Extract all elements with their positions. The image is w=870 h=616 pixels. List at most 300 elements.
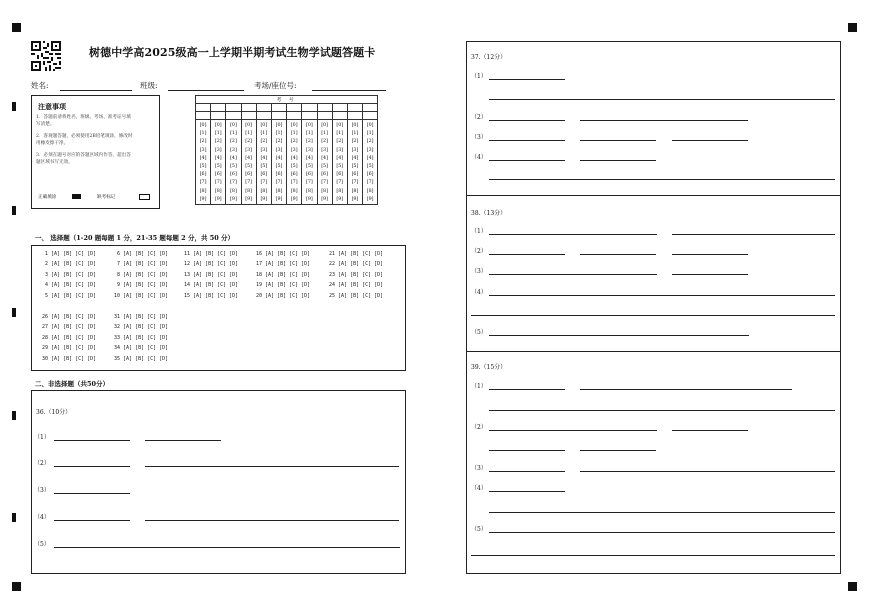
exam-id-bubble[interactable]: [1] xyxy=(321,131,328,137)
exam-id-bubble[interactable]: [3] xyxy=(306,147,313,153)
exam-id-bubble[interactable]: [8] xyxy=(230,188,237,194)
choice-row-q16[interactable] xyxy=(256,251,310,257)
answer-line[interactable] xyxy=(489,491,565,492)
exam-id-write-cell[interactable] xyxy=(226,112,241,120)
exam-id-bubble[interactable]: [4] xyxy=(275,155,283,161)
exam-id-bubble[interactable]: [9] xyxy=(366,196,374,202)
exam-id-bubble[interactable]: [0] xyxy=(245,123,253,128)
answer-line[interactable] xyxy=(145,440,221,441)
exam-id-bubble[interactable]: [1] xyxy=(230,131,237,137)
exam-id-bubble[interactable]: [5] xyxy=(260,164,268,170)
exam-id-bubble[interactable]: [8] xyxy=(199,188,207,194)
exam-id-bubble[interactable]: [6] xyxy=(260,172,268,178)
exam-id-bubble[interactable]: [4] xyxy=(214,155,222,161)
choice-options[interactable]: [A] [B] [C] [D] xyxy=(51,345,97,352)
exam-id-write-cell[interactable] xyxy=(317,104,332,112)
exam-id-bubble[interactable]: [9] xyxy=(275,196,283,202)
exam-id-write-cell[interactable] xyxy=(332,112,347,120)
exam-id-write-cell[interactable] xyxy=(363,112,378,120)
exam-id-bubble[interactable]: [1] xyxy=(260,131,268,137)
choice-row-q12[interactable] xyxy=(184,261,238,267)
answer-line[interactable] xyxy=(580,450,656,451)
answer-line[interactable] xyxy=(580,254,656,255)
exam-id-bubble[interactable]: [9] xyxy=(230,196,237,202)
exam-id-bubble[interactable]: [3] xyxy=(351,147,359,153)
choice-options[interactable]: [A] [B] [C] [D] xyxy=(123,261,169,268)
question-number: 5 xyxy=(42,292,52,299)
exam-id-bubble[interactable]: [1] xyxy=(306,131,313,137)
choice-options[interactable]: [A] [B] [C] [D] xyxy=(123,345,169,352)
exam-id-bubble[interactable]: [8] xyxy=(245,188,253,194)
exam-id-bubble[interactable]: [6] xyxy=(366,172,374,178)
exam-id-bubble[interactable]: [4] xyxy=(245,155,253,161)
choice-row-q2[interactable] xyxy=(42,261,96,267)
exam-id-bubble[interactable]: [0] xyxy=(321,123,328,128)
exam-id-bubble[interactable]: [5] xyxy=(366,164,374,170)
choice-options[interactable]: [A] [B] [C] [D] xyxy=(51,334,97,341)
choice-row-q1[interactable] xyxy=(42,251,96,257)
exam-id-bubble[interactable]: [9] xyxy=(306,196,313,202)
exam-id-bubble[interactable]: [8] xyxy=(321,188,328,194)
choice-row-q5[interactable] xyxy=(42,293,96,299)
choice-options[interactable]: [A] [B] [C] [D] xyxy=(123,314,169,320)
choice-row-q29[interactable] xyxy=(42,345,96,351)
choice-options[interactable]: [A] [B] [C] [D] xyxy=(51,292,97,299)
choice-options[interactable]: [A] [B] [C] [D] xyxy=(123,282,169,289)
answer-line[interactable] xyxy=(471,315,835,316)
exam-id-digit-column xyxy=(241,120,256,205)
exam-id-bubble[interactable]: [3] xyxy=(275,147,283,153)
answer-line[interactable] xyxy=(489,532,835,533)
choice-options[interactable]: [A] [B] [C] [D] xyxy=(193,251,239,257)
answer-line[interactable] xyxy=(672,234,835,235)
answer-line[interactable] xyxy=(489,120,565,121)
choice-row-q8[interactable] xyxy=(114,272,168,278)
choice-options[interactable]: [A] [B] [C] [D] xyxy=(123,271,169,278)
exam-id-bubble[interactable]: [7] xyxy=(351,180,359,186)
exam-id-write-cell[interactable] xyxy=(347,112,362,120)
exam-id-bubble[interactable]: [2] xyxy=(230,139,237,145)
exam-id-write-cell[interactable] xyxy=(271,112,286,120)
choice-options[interactable]: [A] [B] [C] [D] xyxy=(51,282,97,289)
q36-part-4: （4） xyxy=(34,514,50,521)
exam-id-bubble[interactable]: [5] xyxy=(306,164,313,170)
exam-id-bubble[interactable]: [4] xyxy=(230,155,237,161)
exam-id-bubble[interactable]: [7] xyxy=(230,180,237,186)
timing-mark xyxy=(12,513,16,522)
exam-id-bubble[interactable]: [6] xyxy=(245,172,253,178)
exam-id-write-cell[interactable] xyxy=(196,104,211,112)
missing-mark-box[interactable] xyxy=(139,194,150,200)
choice-row-q21[interactable] xyxy=(329,251,383,257)
exam-id-bubble[interactable]: [2] xyxy=(275,139,283,145)
exam-id-bubble[interactable]: [1] xyxy=(245,131,253,137)
exam-id-bubble[interactable]: [8] xyxy=(214,188,222,194)
exam-id-bubble[interactable]: [9] xyxy=(351,196,359,202)
choice-row-q24[interactable] xyxy=(329,282,383,288)
exam-id-bubble[interactable]: [1] xyxy=(351,131,359,137)
exam-id-label: 考 号 xyxy=(196,96,378,104)
choice-options[interactable]: [A] [B] [C] [D] xyxy=(51,355,97,362)
exam-id-bubble[interactable]: [2] xyxy=(366,139,374,145)
choice-options[interactable]: [A] [B] [C] [D] xyxy=(338,251,384,257)
seat-label: 考场/座位号: xyxy=(254,81,297,90)
answer-line[interactable] xyxy=(489,99,835,100)
exam-id-write-cell[interactable] xyxy=(287,112,302,120)
exam-id-bubble[interactable]: [2] xyxy=(290,139,298,145)
exam-id-bubble[interactable]: [5] xyxy=(336,164,344,170)
exam-id-bubble[interactable]: [1] xyxy=(366,131,374,137)
exam-id-bubble[interactable]: [5] xyxy=(245,164,253,170)
exam-id-bubble[interactable]: [6] xyxy=(306,172,313,178)
exam-id-bubble[interactable]: [2] xyxy=(351,139,359,145)
choice-row-q23[interactable] xyxy=(329,272,383,278)
question-number: 18 xyxy=(256,271,266,278)
choice-row-q25[interactable] xyxy=(329,293,383,299)
answer-line[interactable] xyxy=(489,430,657,431)
exam-id-bubble[interactable]: [4] xyxy=(260,155,268,161)
answer-line[interactable] xyxy=(489,274,657,275)
answer-line[interactable] xyxy=(489,234,657,235)
exam-id-bubble[interactable]: [4] xyxy=(351,155,359,161)
timing-mark xyxy=(12,102,16,111)
answer-line[interactable] xyxy=(580,120,748,121)
q36-part-3: （3） xyxy=(34,487,50,494)
q36-box xyxy=(31,390,406,574)
exam-id-write-cell[interactable] xyxy=(211,104,226,112)
exam-id-bubble[interactable]: [8] xyxy=(351,188,359,194)
exam-id-bubble[interactable]: [2] xyxy=(321,139,328,145)
question-number: 10 xyxy=(114,292,124,299)
exam-id-bubble[interactable]: [2] xyxy=(245,139,253,145)
choice-options[interactable]: [A] [B] [C] [D] xyxy=(193,261,239,268)
exam-id-bubble[interactable]: [2] xyxy=(306,139,313,145)
exam-id-bubble[interactable]: [5] xyxy=(199,164,207,170)
exam-id-write-cell[interactable] xyxy=(196,112,211,120)
exam-id-bubble[interactable]: [6] xyxy=(199,172,207,178)
timing-mark xyxy=(12,308,16,317)
exam-id-write-cell[interactable] xyxy=(256,112,271,120)
choice-options[interactable]: [A] [B] [C] [D] xyxy=(338,271,384,278)
question-number: 21 xyxy=(329,251,339,257)
answer-line[interactable] xyxy=(580,140,656,141)
exam-id-bubble[interactable]: [7] xyxy=(321,180,328,186)
exam-id-write-cell[interactable] xyxy=(241,112,256,120)
exam-id-bubble[interactable]: [0] xyxy=(275,123,283,128)
question-number: 33 xyxy=(114,334,124,341)
exam-id-bubble[interactable]: [3] xyxy=(230,147,237,153)
choice-row-q14[interactable] xyxy=(184,282,238,288)
choice-row-q17[interactable] xyxy=(256,261,310,267)
exam-id-bubble[interactable]: [0] xyxy=(366,123,374,128)
exam-id-bubble[interactable]: [3] xyxy=(214,147,222,153)
exam-id-digit-column xyxy=(196,120,211,205)
answer-line[interactable] xyxy=(54,520,130,521)
exam-id-bubble[interactable]: [1] xyxy=(199,131,207,137)
q39-part-4: （4） xyxy=(471,485,487,492)
choice-options[interactable]: [A] [B] [C] [D] xyxy=(51,251,97,257)
exam-id-write-cell[interactable] xyxy=(226,104,241,112)
exam-id-write-cell[interactable] xyxy=(302,104,317,112)
exam-id-bubble[interactable]: [0] xyxy=(199,123,207,128)
exam-id-bubble[interactable]: [7] xyxy=(290,180,298,186)
choice-row-q3[interactable] xyxy=(42,272,96,278)
choice-row-q9[interactable] xyxy=(114,282,168,288)
exam-id-bubble[interactable]: [3] xyxy=(290,147,298,153)
exam-id-bubble[interactable]: [5] xyxy=(351,164,359,170)
exam-id-bubble[interactable]: [6] xyxy=(321,172,328,178)
exam-id-digit-column xyxy=(317,120,332,205)
choice-row-q4[interactable] xyxy=(42,282,96,288)
exam-id-bubble[interactable]: [3] xyxy=(260,147,268,153)
exam-id-bubble[interactable]: [7] xyxy=(336,180,344,186)
exam-id-write-cell[interactable] xyxy=(211,112,226,120)
question-number: 11 xyxy=(184,251,194,257)
choice-row-q31[interactable] xyxy=(114,314,168,320)
choice-row-q6[interactable] xyxy=(114,251,168,257)
exam-id-write-cell[interactable] xyxy=(271,104,286,112)
choice-options[interactable]: [A] [B] [C] [D] xyxy=(51,314,97,320)
question-number: 23 xyxy=(329,271,339,278)
exam-id-bubble[interactable]: [1] xyxy=(336,131,344,137)
answer-line[interactable] xyxy=(471,555,835,556)
exam-id-bubble[interactable]: [7] xyxy=(245,180,253,186)
choice-row-q18[interactable] xyxy=(256,272,310,278)
exam-id-bubble[interactable]: [7] xyxy=(306,180,313,186)
exam-id-bubble[interactable]: [7] xyxy=(260,180,268,186)
exam-id-write-cell[interactable] xyxy=(241,104,256,112)
choice-row-q34[interactable] xyxy=(114,345,168,351)
exam-id-write-cell[interactable] xyxy=(332,104,347,112)
exam-id-bubble[interactable]: [3] xyxy=(366,147,374,153)
choice-options[interactable]: [A] [B] [C] [D] xyxy=(265,251,311,257)
answer-line[interactable] xyxy=(580,160,656,161)
answer-line[interactable] xyxy=(145,466,399,467)
choice-options[interactable]: [A] [B] [C] [D] xyxy=(193,282,239,289)
exam-id-write-cell[interactable] xyxy=(302,112,317,120)
answer-line[interactable] xyxy=(54,547,400,548)
exam-id-bubble[interactable]: [6] xyxy=(214,172,222,178)
exam-id-bubble[interactable]: [0] xyxy=(230,123,237,128)
answer-line[interactable] xyxy=(54,493,130,494)
answer-line[interactable] xyxy=(489,160,565,161)
choice-row-q22[interactable] xyxy=(329,261,383,267)
choice-row-q10[interactable] xyxy=(114,293,168,299)
exam-id-bubble[interactable]: [6] xyxy=(336,172,344,178)
choice-options[interactable]: [A] [B] [C] [D] xyxy=(265,282,311,289)
choice-options[interactable]: [A] [B] [C] [D] xyxy=(265,292,311,299)
exam-id-bubble[interactable]: [4] xyxy=(306,155,313,161)
seat-field[interactable] xyxy=(312,90,386,91)
choice-options[interactable]: [A] [B] [C] [D] xyxy=(51,324,97,331)
answer-line[interactable] xyxy=(489,410,835,411)
choice-row-q26[interactable] xyxy=(42,314,96,320)
exam-id-write-cell[interactable] xyxy=(256,104,271,112)
choice-row-q30[interactable] xyxy=(42,356,96,362)
choice-options[interactable]: [A] [B] [C] [D] xyxy=(338,282,384,289)
choice-row-q15[interactable] xyxy=(184,293,238,299)
choice-options[interactable]: [A] [B] [C] [D] xyxy=(51,261,97,268)
question-number: 3 xyxy=(42,271,52,278)
question-number: 13 xyxy=(184,271,194,278)
exam-id-bubble[interactable]: [8] xyxy=(306,188,313,194)
exam-id-bubble[interactable]: [3] xyxy=(245,147,253,153)
class-field[interactable] xyxy=(168,90,244,91)
section-divider xyxy=(467,195,840,196)
exam-id-bubble[interactable]: [4] xyxy=(366,155,374,161)
question-number: 24 xyxy=(329,282,339,289)
exam-id-bubble[interactable]: [2] xyxy=(199,139,207,145)
exam-id-bubble[interactable]: [7] xyxy=(366,180,374,186)
exam-id-bubble[interactable]: [4] xyxy=(321,155,328,161)
choice-row-q11[interactable] xyxy=(184,251,238,257)
exam-id-bubble[interactable]: [1] xyxy=(275,131,283,137)
exam-id-bubble[interactable]: [7] xyxy=(275,180,283,186)
choice-options[interactable]: [A] [B] [C] [D] xyxy=(338,261,384,268)
choice-row-q27[interactable] xyxy=(42,324,96,330)
answer-line[interactable] xyxy=(489,389,565,390)
exam-id-bubble[interactable]: [9] xyxy=(245,196,253,202)
exam-id-bubble[interactable]: [9] xyxy=(290,196,298,202)
exam-id-bubble[interactable]: [9] xyxy=(336,196,344,202)
exam-id-bubble[interactable]: [8] xyxy=(336,188,344,194)
exam-id-digit-column xyxy=(287,120,302,205)
choice-row-q7[interactable] xyxy=(114,261,168,267)
exam-id-bubble[interactable]: [0] xyxy=(214,123,222,128)
exam-id-bubble[interactable]: [6] xyxy=(230,172,237,178)
answer-line[interactable] xyxy=(489,179,835,180)
choice-options[interactable]: [A] [B] [C] [D] xyxy=(123,251,169,257)
choice-options[interactable]: [A] [B] [C] [D] xyxy=(338,292,384,299)
exam-id-bubble[interactable]: [0] xyxy=(290,123,298,128)
choice-options[interactable]: [A] [B] [C] [D] xyxy=(265,271,311,278)
exam-id-bubble[interactable]: [3] xyxy=(336,147,344,153)
exam-id-write-cell[interactable] xyxy=(287,104,302,112)
q36-part-1: （1） xyxy=(34,434,50,441)
q37-title: 37.（12分） xyxy=(471,54,507,61)
corner-mark-br xyxy=(848,582,857,591)
answer-line[interactable] xyxy=(672,254,748,255)
choice-row-q19[interactable] xyxy=(256,282,310,288)
exam-id-bubble[interactable]: [1] xyxy=(290,131,298,137)
exam-id-bubble[interactable]: [2] xyxy=(214,139,222,145)
exam-id-bubble[interactable]: [5] xyxy=(290,164,298,170)
choice-options[interactable]: [A] [B] [C] [D] xyxy=(123,292,169,299)
choice-row-q35[interactable] xyxy=(114,356,168,362)
exam-id-bubble[interactable]: [7] xyxy=(199,180,207,186)
exam-id-write-cell[interactable] xyxy=(347,104,362,112)
choice-row-q33[interactable] xyxy=(114,335,168,341)
exam-id-bubble[interactable]: [4] xyxy=(290,155,298,161)
exam-id-bubble[interactable]: [2] xyxy=(260,139,268,145)
choice-options[interactable]: [A] [B] [C] [D] xyxy=(123,355,169,362)
exam-id-bubble[interactable]: [1] xyxy=(214,131,222,137)
answer-line[interactable] xyxy=(580,471,835,472)
choice-options[interactable]: [A] [B] [C] [D] xyxy=(193,271,239,278)
answer-line[interactable] xyxy=(489,512,835,513)
q38-part-1: （1） xyxy=(471,228,487,235)
q36-part-2: （2） xyxy=(34,460,50,467)
exam-id-bubble[interactable]: [6] xyxy=(290,172,298,178)
exam-id-bubble[interactable]: [8] xyxy=(290,188,298,194)
choice-row-q32[interactable] xyxy=(114,324,168,330)
name-label: 姓名: xyxy=(31,81,49,90)
question-number: 7 xyxy=(114,261,124,268)
answer-line[interactable] xyxy=(145,520,399,521)
answer-line[interactable] xyxy=(672,140,748,141)
exam-id-bubble[interactable]: [5] xyxy=(275,164,283,170)
choice-options[interactable]: [A] [B] [C] [D] xyxy=(51,271,97,278)
exam-id-bubble[interactable]: [6] xyxy=(351,172,359,178)
choice-row-q28[interactable] xyxy=(42,335,96,341)
exam-id-bubble[interactable]: [8] xyxy=(275,188,283,194)
question-number: 19 xyxy=(256,282,266,289)
exam-id-bubble[interactable]: [5] xyxy=(214,164,222,170)
answer-line[interactable] xyxy=(489,79,565,80)
exam-id-bubble[interactable]: [0] xyxy=(260,123,268,128)
exam-id-bubble[interactable]: [7] xyxy=(214,180,222,186)
exam-id-bubble[interactable]: [0] xyxy=(306,123,313,128)
answer-line[interactable] xyxy=(489,254,565,255)
exam-id-bubble[interactable]: [9] xyxy=(214,196,222,202)
choice-row-q13[interactable] xyxy=(184,272,238,278)
question-number: 32 xyxy=(114,324,124,331)
answer-line[interactable] xyxy=(489,140,565,141)
exam-id-bubble[interactable]: [5] xyxy=(321,164,328,170)
answer-line[interactable] xyxy=(489,450,565,451)
missing-mark-label: 缺考标记 xyxy=(97,195,116,200)
answer-line[interactable] xyxy=(54,440,130,441)
exam-id-bubble[interactable]: [4] xyxy=(199,155,207,161)
question-number: 34 xyxy=(114,345,124,352)
exam-id-bubble[interactable]: [0] xyxy=(351,123,359,128)
exam-id-write-cell[interactable] xyxy=(317,112,332,120)
exam-id-bubble[interactable]: [2] xyxy=(336,139,344,145)
answer-line[interactable] xyxy=(580,389,792,390)
choice-options[interactable]: [A] [B] [C] [D] xyxy=(265,261,311,268)
exam-id-bubble[interactable]: [0] xyxy=(336,123,344,128)
exam-id-bubble[interactable]: [5] xyxy=(230,164,237,170)
exam-id-bubble[interactable]: [8] xyxy=(260,188,268,194)
exam-id-bubble[interactable]: [3] xyxy=(199,147,207,153)
choice-row-q20[interactable] xyxy=(256,293,310,299)
exam-id-bubble[interactable]: [4] xyxy=(336,155,344,161)
exam-id-bubble[interactable]: [8] xyxy=(366,188,374,194)
answer-line[interactable] xyxy=(672,274,748,275)
choice-options[interactable]: [A] [B] [C] [D] xyxy=(123,334,169,341)
answer-line[interactable] xyxy=(489,335,749,336)
exam-id-bubble[interactable]: [3] xyxy=(321,147,328,153)
choice-options[interactable]: [A] [B] [C] [D] xyxy=(193,292,239,299)
question-number: 26 xyxy=(42,314,52,320)
answer-line[interactable] xyxy=(489,471,565,472)
answer-line[interactable] xyxy=(54,466,130,467)
exam-id-bubble[interactable]: [6] xyxy=(275,172,283,178)
qr-code-icon xyxy=(31,41,61,71)
exam-id-bubble[interactable]: [9] xyxy=(321,196,328,202)
exam-id-bubble[interactable]: [9] xyxy=(260,196,268,202)
section-divider xyxy=(467,351,840,352)
answer-line[interactable] xyxy=(672,430,748,431)
question-number: 6 xyxy=(114,251,124,257)
exam-id-bubble[interactable]: [9] xyxy=(199,196,207,202)
choice-options[interactable]: [A] [B] [C] [D] xyxy=(123,324,169,331)
name-field[interactable] xyxy=(60,90,132,91)
exam-id-write-cell[interactable] xyxy=(363,104,378,112)
notice-item: 3．必须在题号对应的答题区域内作答，超出答题区域书写无效。 xyxy=(36,153,131,165)
q39-part-2: （2） xyxy=(471,424,487,431)
answer-line[interactable] xyxy=(489,295,835,296)
